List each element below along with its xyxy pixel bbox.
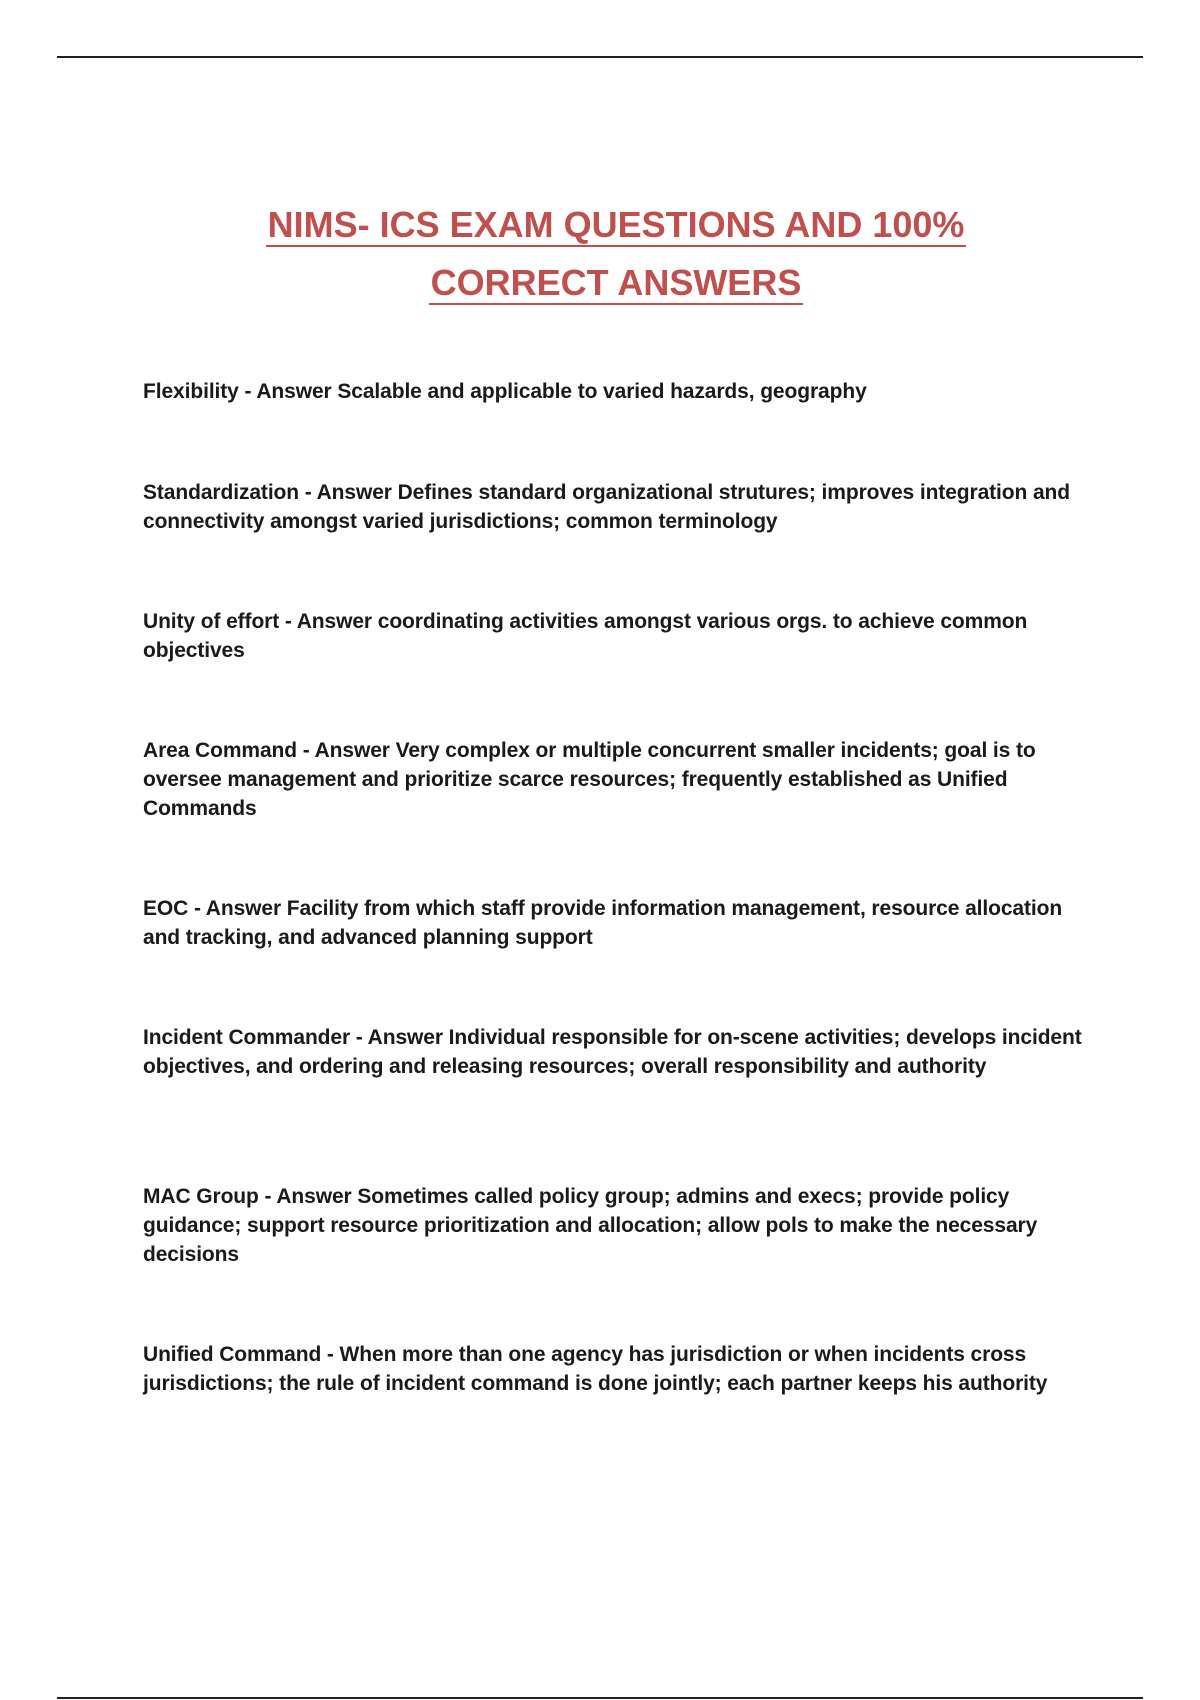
entry-term: Incident Commander <box>143 1026 351 1049</box>
entry-separator: - Answer <box>238 380 338 403</box>
qa-entry-eoc <box>143 894 1093 952</box>
entry-answer: Defines standard organizational strutures; improves integration and connectivity amongst varied jurisdictions; common terminology <box>143 481 1071 533</box>
document-title <box>0 196 1200 312</box>
entry-separator: - Answer <box>188 897 287 920</box>
entry-term: Standardization <box>143 481 300 504</box>
top-divider <box>57 56 1143 58</box>
entry-separator: - Answer <box>350 1026 449 1049</box>
qa-entry-standardization <box>143 478 1093 536</box>
entry-separator: - Answer <box>297 739 396 762</box>
bottom-divider <box>57 1697 1143 1699</box>
qa-entry-mac-group <box>143 1182 1093 1269</box>
entry-answer: coordinating activities amongst various orgs. to achieve common objectives <box>143 610 1028 662</box>
qa-entry-unity-of-effort <box>143 607 1093 665</box>
entry-separator: - Answer <box>279 610 378 633</box>
entry-term: Flexibility <box>143 380 239 403</box>
title-line-1: NIMS- ICS EXAM QUESTIONS AND 100% <box>267 204 965 245</box>
entry-separator: - Answer <box>299 481 398 504</box>
entry-term: MAC Group <box>143 1185 259 1208</box>
title-line-2: CORRECT ANSWERS <box>430 262 802 303</box>
entry-answer: Sometimes called policy group; admins and execs; provide policy guidance; support resource prioritization and allocation; allow pols to make the necessary decisions <box>143 1185 1038 1266</box>
entry-answer: Scalable and applicable to varied hazards, geography <box>337 380 867 403</box>
entry-answer: Very complex or multiple concurrent smaller incidents; goal is to oversee management and prioritize scarce resources; frequently established as Unified Commands <box>143 739 1036 820</box>
qa-entry-unified-command <box>143 1340 1093 1398</box>
qa-entry-flexibility <box>143 377 1093 406</box>
entry-answer: When more than one agency has jurisdiction or when incidents cross jurisdictions; the rule of incident command is done jointly; each partner keeps his authority <box>143 1343 1048 1395</box>
entry-term: Area Command <box>143 739 298 762</box>
entry-term: Unified Command <box>143 1343 322 1366</box>
entry-answer: Individual responsible for on-scene activities; develops incident objectives, and ordering and releasing resources; overall responsibility and authority <box>143 1026 1082 1078</box>
entry-separator: - Answer <box>258 1185 358 1208</box>
entry-term: EOC <box>143 897 189 920</box>
entry-separator: - <box>321 1343 340 1366</box>
entry-answer: Facility from which staff provide information management, resource allocation and tracking, and advanced planning support <box>143 897 1063 949</box>
qa-entry-area-command <box>143 736 1093 823</box>
entry-term: Unity of effort <box>143 610 280 633</box>
qa-entry-incident-commander <box>143 1023 1093 1081</box>
